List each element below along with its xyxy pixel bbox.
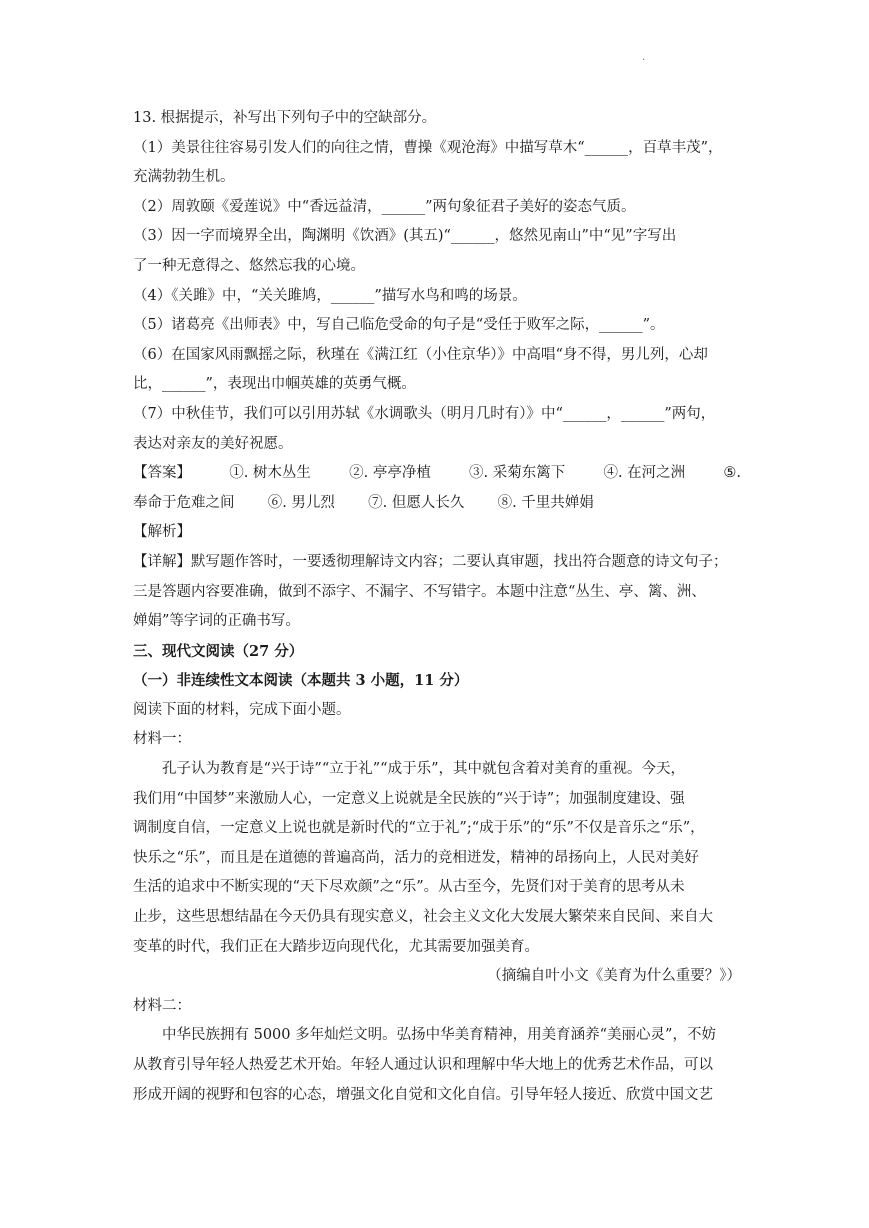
material-line: 中华民族拥有 5000 多年灿烂文明。弘扬中华美育精神，用美育涵养“美丽心灵”，不妨 (162, 1027, 716, 1044)
question-13-item-5 (133, 311, 741, 341)
answer-item: 奉命于危难之间 (133, 494, 235, 511)
item-line: （5）诸葛亮《出师表》中，写自己临危受命的句子是“受任于败军之际，______”。 (133, 317, 665, 334)
material-line: 我们用“中国梦”来激励人心，一定意义上说就是全民族的“兴于诗”；加强制度建设、强 (133, 790, 685, 807)
material-line: 形成开阔的视野和包容的心态，增强文化自觉和文化自信。引导年轻人接近、欣赏中国文艺 (133, 1086, 713, 1103)
question-13-item-7 (133, 400, 741, 459)
answer-item: ⑧. 千里共婵娟 (497, 494, 594, 511)
answer-item: ②. 亭亭净植 (349, 465, 431, 482)
question-13-item-2 (133, 193, 741, 223)
detail-paragraph (133, 548, 741, 637)
item-line: （7）中秋佳节，我们可以引用苏轼《水调歌头（明月几时有）》中“______，______”两句， (133, 405, 716, 422)
answer-label: 【答案】 (133, 465, 191, 482)
answer-item: ⑤. (723, 465, 741, 482)
material-line: 止步，这些思想结晶在今天仍具有现实意义，社会主义文化大发展大繁荣来自民间、来自大 (133, 909, 713, 926)
answer-item: ⑥. 男儿烈 (267, 494, 335, 511)
material-2-text (133, 1021, 741, 1110)
page-content (133, 104, 741, 1110)
detail-line: 婵娟”等字词的正确书写。 (133, 613, 300, 630)
answer-item: ①. 树木丛生 (229, 465, 311, 482)
question-13-item-3 (133, 222, 741, 281)
material-1-text (133, 755, 741, 962)
material-line: 变革的时代，我们正在大踏步迈向现代化，尤其需要加强美育。 (133, 938, 539, 955)
section-subtitle: （一）非连续性文本阅读（本题共 3 小题，11 分） (133, 672, 469, 690)
item-line: 了一种无意得之、悠然忘我的心境。 (133, 257, 365, 274)
header-dot: . (642, 52, 646, 63)
material-2-label: 材料二： (133, 997, 191, 1014)
question-13-item-4 (133, 282, 741, 312)
answer-item: ⑦. 但愿人长久 (368, 494, 465, 511)
question-13-stem: 13. 根据提示，补写出下列句子中的空缺部分。 (133, 110, 437, 126)
answer-row-1 (133, 459, 741, 489)
material-line: 生活的追求中不断实现的“天下尽欢颜”之“乐”。从古至今，先贤们对于美育的思考从未 (133, 879, 685, 896)
reading-instruction: 阅读下面的材料，完成下面小题。 (133, 701, 351, 718)
item-line: 充满勃勃生机。 (133, 169, 235, 186)
material-line: 从教育引导年轻人热爱艺术开始。年轻人通过认识和理解中华大地上的优秀艺术作品，可以 (133, 1057, 713, 1073)
item-line: （2）周敦颐《爱莲说》中“香远益清，______”两句象征君子美好的姿态气质。 (133, 198, 636, 215)
answer-item: ③. 采菊东篱下 (469, 465, 566, 482)
item-line: （4）《关雎》中，“关关雎鸠，______”描写水鸟和鸣的场景。 (133, 287, 527, 304)
material-line: 调制度自信，一定意义上说也就是新时代的“立于礼”;“成于乐”的“乐”不仅是音乐之“乐”， (133, 820, 705, 837)
item-line: （1）美景往往容易引发人们的向往之情，曹操《观沧海》中描写草木“______，百草丰茂”， (133, 139, 723, 156)
material-line: 孔子认为教育是“兴于诗”“立于礼”“成于乐”，其中就包含着对美育的重视。今天， (162, 761, 685, 778)
item-line: （6）在国家风雨飘摇之际，秋瑾在《满江红（小住京华）》中高唱“身不得，男儿列，心却 (133, 346, 708, 363)
answer-item: ④. 在河之洲 (603, 465, 686, 482)
question-13-item-6 (133, 341, 741, 400)
material-line: 快乐之“乐”，而且是在道德的普遍高尚，活力的竞相迸发，精神的昂扬向上，人民对美好 (133, 849, 699, 866)
detail-line: 三是答题内容要准确，做到不添字、不漏字、不写错字。本题中注意“丛生、亭、篱、洲、 (133, 583, 706, 600)
answer-row-2 (133, 489, 741, 519)
material-1-label: 材料一： (133, 731, 191, 748)
material-1-source: （摘编自叶小文《美育为什么重要？》） (487, 968, 741, 985)
section-title: 三、现代文阅读（27 分） (133, 642, 304, 660)
analysis-label: 【解析】 (133, 524, 191, 541)
item-line: 比，______”，表现出巾帼英雄的英勇气概。 (133, 376, 416, 393)
question-13-item-1 (133, 134, 741, 193)
detail-line: 【详解】默写题作答时，一要透彻理解诗文内容；二要认真审题，找出符合题意的诗文句子； (133, 553, 728, 570)
item-line: 表达对亲友的美好祝愿。 (133, 435, 293, 452)
item-line: （3）因一字而境界全出，陶渊明《饮酒》(其五)“______，悠然见南山”中“见”字写出 (133, 228, 677, 245)
